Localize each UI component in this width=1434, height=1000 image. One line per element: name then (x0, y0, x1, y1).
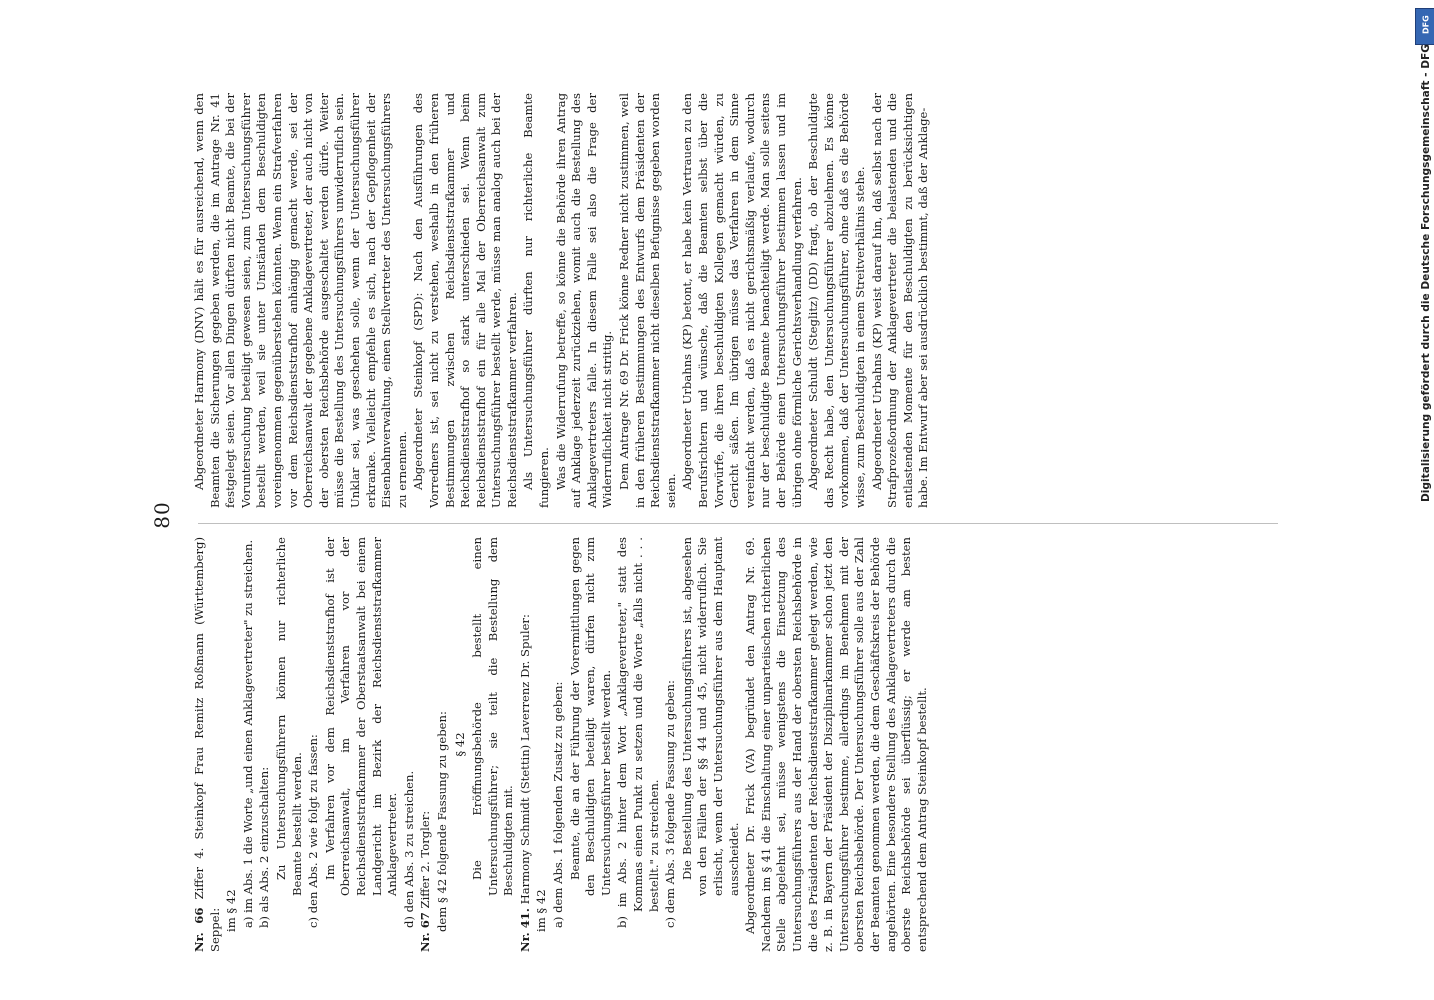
page-number: 80 (150, 501, 174, 529)
amendment-text: Im Verfahren vor dem Reichsdienststrafhof ist der Oberreichsanwalt, im Verfahren vor der Reichsdienststrafkammer der Oberstaatsanwalt bei einem Landgericht im Bezirk der Reichsdienststrafkammer Anklagevertreter. (322, 537, 400, 896)
motion-sponsors: Harmony Schmidt (Stettin) Laverrenz Dr. Spuler: (517, 614, 532, 905)
motion-number: Nr. 66 (192, 907, 206, 952)
paragraph: Als Untersuchungsführer dürften nur richterliche Beamte fungieren. (521, 93, 552, 508)
section-reference: im § 42 (224, 889, 239, 932)
paragraph: Abgeordneter Schuldt (Steglitz) (DD) fragt, ob der Beschuldigte das Recht habe, den Untersuchungsführer abzulehnen. Es könne vorkommen, daß der Untersuchungsführer, ohne daß es die Behörde wisse, zum Beschuldigten in einem Streitverhältnis stehe. (806, 93, 867, 508)
motion-heading (518, 537, 534, 952)
motion-sponsors: Ziffer 2. Torgler: (418, 810, 433, 909)
amendment-item: d) den Abs. 3 zu streichen. (401, 770, 416, 928)
paragraph: Was die Widerrufung betreffe, so könne die Behörde ihren Antrag auf Anklage jederzeit zurückziehen, womit auch die Bestellung des Anklagevertreters falle. In diesem Falle sei also die Frage der Widerruflichkeit nicht strittig. (553, 93, 615, 508)
section-heading: § 42 (452, 732, 467, 757)
dfg-logo-text: DFG (1421, 15, 1431, 35)
amendment-item: c) den Abs. 2 wie folgt zu fassen: (306, 734, 321, 928)
motion-number: Nr. 67 (418, 912, 433, 952)
motion-sponsors: Ziffer 4. Steinkopf Frau Remitz Roßmann (Württemberg) Seppel: (192, 536, 222, 952)
paragraph: Abgeordneter Urbahns (KP) betont, er habe kein Vertrauen zu den Berufsrichtern und wünsche, daß die Beamten selbst über die Vorwürfe, die ihren beschuldigten Kollegen gemacht würden, zu Gericht säßen. Im übrigen müsse das Verfahren in dem Sinne vereinfacht werden, daß es nicht gerichtsmäßig verlaufe, wodurch nur der beschuldigte Beamte benachteiligt werde. Man solle seitens der Behörde einen Untersuchungsführer bestimmen lassen und im übrigen ohne förmliche Gerichtsverhandlung verfahren. (680, 93, 804, 508)
amendment-text: Die Eröffnungsbehörde bestellt einen Untersuchungsführer; sie teilt die Bestellung dem Beschuldigten mit. (470, 537, 516, 896)
digitization-credit: Digitalisierung gefördert durch die Deutsche Forschungsgemeinschaft - DFG (1420, 44, 1432, 502)
section-reference: im § 42 (534, 889, 549, 932)
motion-heading (418, 537, 434, 952)
paragraph: Abgeordneter Urbahns (KP) weist darauf hin, daß selbst nach der Strafprozeßordnung der Anklagevertreter die belastenden und die entlastenden Momente für den Beschuldigten zu berücksichtigen habe. Im Entwurf aber sei ausdrücklich bestimmt, daß der Anklage- (869, 93, 931, 508)
paragraph: Abgeordneter Harmony (DNV) hält es für ausreichend, wenn den Beamten die Sicherungen gegeben werden, die im Antrage Nr. 41 festgelegt seien. Vor allen Dingen dürften nicht Beamte, die bei der Voruntersuchung beteiligt gewesen seien, zum Untersuchungsführer bestellt werden, weil sie unter Umständen dem Beschuldigten voreingenommen gegenüberstehen könnten. Wenn ein Strafverfahren vor dem Reichsdienststrafhof anhängig gemacht werde, sei der Oberreichsanwalt der gegebene Anklagevertreter, der auch nicht von der obersten Reichsbehörde ausgeschaltet werden dürfe. Weiter müsse die Bestellung des Untersuchungsführers unwiderruflich sein. Unklar sei, was geschehen solle, wenn der Untersuchungsführer erkranke. Vielleicht empfehle es sich, nach der Gepflogenheit der Eisenbahnverwaltung, einen Stellvertreter des Untersuchungsführers zu ernennen. (192, 93, 409, 508)
left-text-column (192, 537, 931, 952)
amendment-item: a) im Abs. 1 die Worte „und einen Anklagevertreter" zu streichen. (240, 539, 255, 928)
amendment-item: b) im Abs. 2 hinter dem Wort „Anklagevertreter," statt des Kommas einen Punkt zu setzen und die Worte „falls nicht . . . bestellt." zu streichen. (615, 537, 661, 928)
amendment-text: Beamte, die an der Führung der Vorermittlungen gegen den Beschuldigten beteiligt waren, dürfen nicht zum Untersuchungsführer bestellt werden. (567, 537, 613, 896)
paragraph: Dem Antrage Nr. 69 Dr. Frick könne Redner nicht zustimmen, weil in den früheren Bestimmungen des Entwurfs dem Präsidenten der Reichsdienststrafkammer nicht dieselben Befugnisse gegeben worden seien. (617, 93, 678, 508)
column-divider (198, 523, 1278, 524)
paragraph: Abgeordneter Dr. Frick (VA) begründet den Antrag Nr. 69. Nachdem im § 41 die Einschaltung einer unparteiischen richterlichen Stelle abgelehnt sei, müsse wenigstens die Einsetzung des Untersuchungsführers aus der Hand der obersten Reichsbehörde in die des Präsidenten der Reichsdienststrafkammer gelegt werden, wie z. B. in Bayern der Präsident der Disziplinarkammer schon jetzt den Untersuchungsführer bestimme, allerdings im Benehmen mit der obersten Reichsbehörde. Der Untersuchungsführer solle aus der Zahl der Beamten genommen werden, die dem Geschäftskreis der Behörde angehörten. Eine besondere Stellung des Anklagevertreters durch die oberste Reichsbehörde sei überflüssig; er werde am besten entsprechend dem Antrag Steinkopf bestellt. (743, 537, 929, 952)
amendment-item: a) dem Abs. 1 folgenden Zusatz zu geben: (551, 681, 566, 928)
paragraph: Abgeordneter Steinkopf (SPD): Nach den Ausführungen des Vorredners ist, sei nicht zu verstehen, weshalb in den früheren Bestimmungen zwischen Reichsdienststrafkammer und Reichsdienststrafhof so stark unterschieden sei. Wenn beim Reichsdienststrafhof ein für alle Mal der Oberreichsanwalt zum Untersuchungsführer bestellt werde, müsse man analog auch bei der Reichsdienststrafkammer verfahren. (411, 93, 519, 508)
rotated-page-area (140, 70, 1310, 960)
amendment-item: b) als Abs. 2 einzuschalten: (257, 766, 272, 928)
amendment-text: Zu Untersuchungsführern können nur richterliche Beamte bestellt werden. (273, 537, 304, 896)
right-text-column (192, 93, 933, 508)
page-content (140, 70, 1310, 960)
section-reference: dem § 42 folgende Fassung zu geben: (434, 711, 449, 932)
amendment-text: Die Bestellung des Untersuchungsführers ist, abgesehen von den Fällen der §§ 44 und 45, nicht widerruflich. Sie erlischt, wenn der Untersuchungsführer aus dem Hauptamt ausscheidet. (679, 537, 741, 896)
motion-heading (192, 537, 223, 952)
amendment-item: c) dem Abs. 3 folgende Fassung zu geben: (663, 680, 678, 928)
motion-number: Nr. 41. (517, 908, 532, 952)
